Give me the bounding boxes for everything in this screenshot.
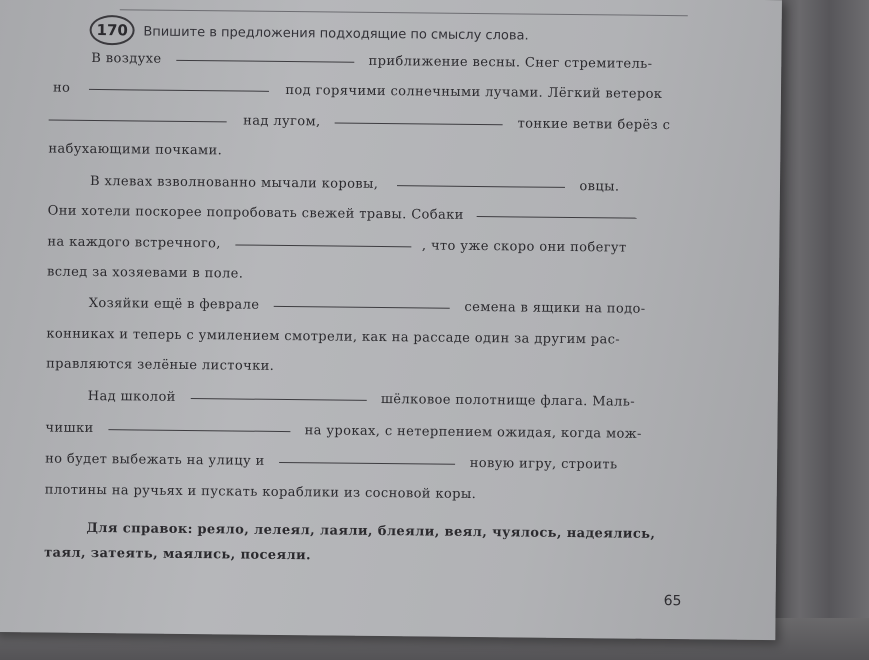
line-text: чишки <box>45 420 94 437</box>
text-line <box>48 204 637 225</box>
line-text: на уроках, с нетерпением ожидая, когда мож- <box>304 423 642 442</box>
answer-blank[interactable] <box>108 428 290 432</box>
answer-blank[interactable] <box>476 215 636 219</box>
line-text: тонкие ветви берёз с <box>517 116 671 134</box>
line-text: В хлевах взволнованно мычали коровы, <box>89 173 379 192</box>
text-line <box>46 327 620 348</box>
line-text: над лугом, <box>243 113 321 130</box>
line-text: семена в ящики на подо- <box>464 299 646 317</box>
line-text: но будет выбежать на улицу и <box>45 451 265 469</box>
text-line <box>45 482 477 502</box>
answer-blank[interactable] <box>49 118 227 122</box>
line-text: новую игру, строить <box>469 455 618 473</box>
line-text: под горячими солнечными лучами. Лёгкий ветерок <box>285 82 663 102</box>
answer-blank[interactable] <box>176 58 354 62</box>
line-text: Над школой <box>87 388 176 405</box>
line-text: Хозяйки ещё в феврале <box>88 295 260 313</box>
text-line <box>45 451 618 472</box>
answer-blank[interactable] <box>397 184 565 188</box>
task-instruction: Впишите в предложения подходящие по смыслу слова. <box>143 24 529 44</box>
line-text: набухающими почками. <box>48 141 223 159</box>
answer-blank[interactable] <box>190 397 366 401</box>
text-line <box>53 81 663 102</box>
text-line <box>45 421 642 442</box>
text-line <box>47 235 626 256</box>
line-text: вслед за хозяевами в поле. <box>46 264 244 282</box>
line-text: овцы. <box>579 179 620 195</box>
line-text: шёлковое полотнище флага. Маль- <box>380 392 636 410</box>
reference-words: реяло, лелеял, лаяли, блеяли, веял, чуялось, надеялись, <box>197 522 656 542</box>
reference-line <box>86 521 655 542</box>
reference-words: таял, затеять, маялись, посеяли. <box>44 545 312 564</box>
answer-blank[interactable] <box>235 243 411 247</box>
task-number: 170 <box>89 15 135 45</box>
line-text: правляются зелёные листочки. <box>46 356 275 374</box>
line-text: , что уже скоро они побегут <box>421 238 627 256</box>
task-header <box>89 15 528 50</box>
text-line <box>46 357 274 374</box>
reference-line <box>44 545 311 563</box>
line-text: В воздухе <box>91 50 162 67</box>
text-line <box>91 51 652 72</box>
answer-blank[interactable] <box>335 121 503 125</box>
answer-blank[interactable] <box>279 460 455 464</box>
text-line <box>49 112 671 134</box>
answer-blank[interactable] <box>89 87 269 91</box>
page-number: 65 <box>663 592 682 610</box>
text-line <box>88 389 635 410</box>
desk-background <box>770 0 869 660</box>
line-text: приближение весны. Снег стремитель- <box>368 53 653 72</box>
text-line <box>89 296 646 317</box>
text-line <box>48 142 222 159</box>
text-line <box>90 174 620 195</box>
line-text: плотины на ручьях и пускать кораблики из сосновой коры. <box>44 482 477 503</box>
line-text: на каждого встречного, <box>47 234 221 252</box>
line-text: но <box>52 80 71 96</box>
text-line <box>47 265 243 282</box>
line-text: Они хотели поскорее попробовать свежей травы. Собаки <box>47 203 464 223</box>
line-text: конниках и теперь с умилением смотрели, как на рассаде один за другим рас- <box>46 326 621 348</box>
reference-label: Для справок: <box>86 520 193 538</box>
answer-blank[interactable] <box>274 304 450 308</box>
